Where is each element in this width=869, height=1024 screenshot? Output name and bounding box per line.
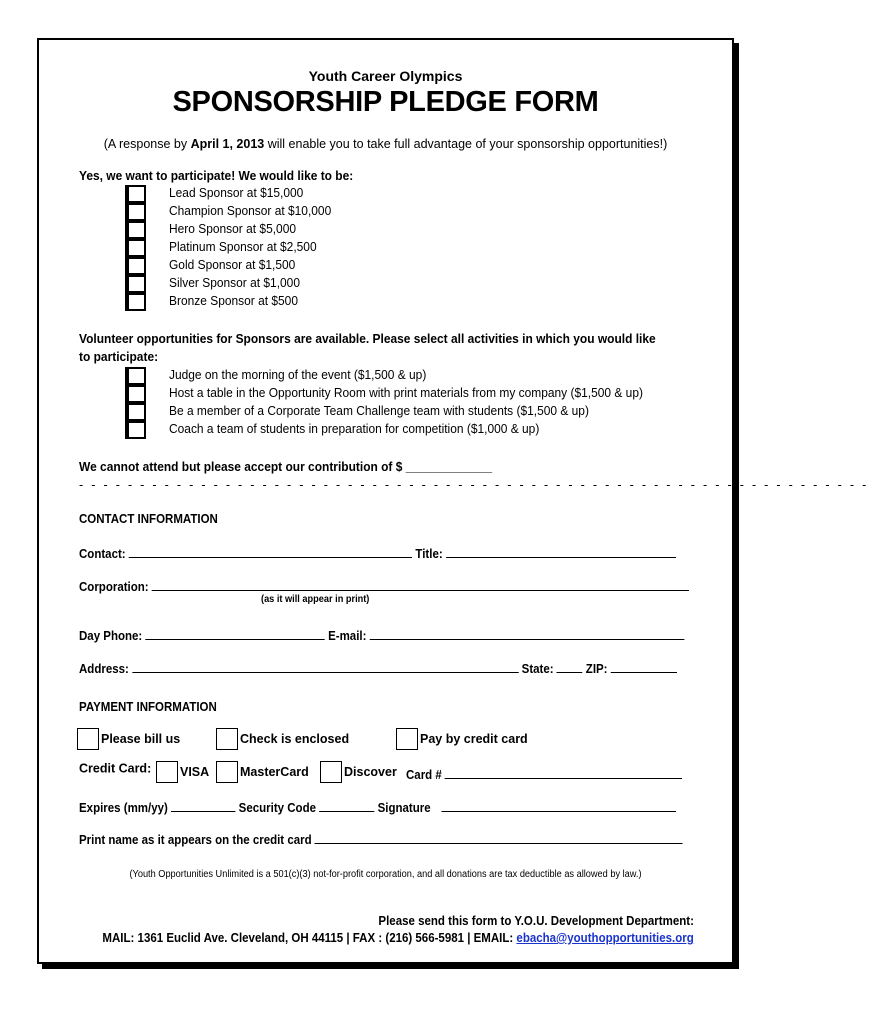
sponsor-option-label: Platinum Sponsor at $2,500	[169, 239, 317, 254]
subtitle-date: April 1, 2013	[190, 137, 265, 151]
form-page	[37, 38, 869, 964]
corporation-note: (as it will appear in print)	[261, 594, 370, 605]
corporation-field[interactable]	[152, 578, 689, 591]
card-type-label: Discover	[344, 765, 397, 779]
payment-method-bill[interactable]	[77, 728, 180, 750]
sponsor-option-label: Hero Sponsor at $5,000	[169, 221, 297, 236]
sponsor-option-label: Silver Sponsor at $1,000	[169, 275, 300, 290]
volunteer-heading-line2: to participate:	[79, 349, 159, 364]
state-label: State:	[521, 662, 554, 676]
expires-label: Expires (mm/yy)	[79, 801, 168, 815]
tax-disclaimer: (Youth Opportunities Unlimited is a 501(c)(3) not-for-profit corporation, and all donations are tax deductible as allowed by law.)	[129, 869, 642, 880]
checkbox[interactable]	[216, 728, 238, 750]
payment-method-credit[interactable]	[396, 728, 528, 750]
checkbox[interactable]	[77, 728, 99, 750]
expires-field[interactable]	[171, 799, 235, 812]
organization-name: Youth Career Olympics	[308, 68, 463, 84]
email-field[interactable]	[370, 627, 685, 640]
card-type-mastercard[interactable]	[216, 761, 309, 783]
zip-field[interactable]	[611, 660, 677, 673]
print-name-row	[79, 831, 683, 847]
mail-fax-email-line	[103, 931, 694, 945]
checkbox[interactable]	[396, 728, 418, 750]
corporation-label: Corporation:	[79, 580, 149, 594]
mail-fax-text: MAIL: 1361 Euclid Ave. Cleveland, OH 44115 | FAX : (216) 566-5981 | EMAIL:	[102, 931, 517, 945]
title-label: Title:	[415, 547, 443, 561]
payment-method-label: Please bill us	[101, 732, 181, 746]
security-code-field[interactable]	[319, 799, 374, 812]
title-field[interactable]	[446, 545, 676, 558]
checkbox[interactable]	[156, 761, 178, 783]
volunteer-option-label: Coach a team of students in preparation for competition ($1,000 & up)	[169, 421, 540, 436]
contact-field[interactable]	[129, 545, 412, 558]
payment-method-label: Pay by credit card	[420, 732, 528, 746]
checkbox[interactable]	[127, 275, 146, 293]
card-number-label: Card #	[406, 768, 442, 782]
checkbox[interactable]	[127, 421, 146, 439]
payment-heading: PAYMENT INFORMATION	[79, 700, 217, 714]
contribution-line	[79, 459, 492, 474]
payment-method-label: Check is enclosed	[240, 732, 350, 746]
address-row	[79, 660, 677, 676]
checkbox[interactable]	[127, 385, 146, 403]
zip-label: ZIP:	[585, 662, 608, 676]
day-phone-label: Day Phone:	[79, 629, 143, 643]
volunteer-heading-line1: Volunteer opportunities for Sponsors are available. Please select all activities in which you would like	[79, 331, 656, 346]
volunteer-option-label: Be a member of a Corporate Team Challenge team with students ($1,500 & up)	[169, 403, 589, 418]
signature-field[interactable]	[441, 799, 676, 812]
day-phone-field[interactable]	[145, 627, 324, 640]
checkbox[interactable]	[127, 203, 146, 221]
contact-label: Contact:	[79, 547, 126, 561]
contribution-amount-field[interactable]: _____________	[405, 459, 493, 474]
credit-card-label-text: Credit Card:	[79, 761, 152, 776]
phone-email-row	[79, 627, 684, 643]
checkbox[interactable]	[127, 403, 146, 421]
contact-heading: CONTACT INFORMATION	[79, 512, 218, 526]
checkbox[interactable]	[127, 185, 146, 203]
card-number-row	[406, 766, 682, 782]
contribution-label: We cannot attend but please accept our contribution of $	[79, 459, 403, 474]
signature-label: Signature	[377, 801, 431, 815]
checkbox[interactable]	[127, 293, 146, 311]
volunteer-option-label: Judge on the morning of the event ($1,500 & up)	[169, 367, 427, 382]
checkbox[interactable]	[127, 239, 146, 257]
contact-row	[79, 545, 676, 561]
payment-method-check[interactable]	[216, 728, 349, 750]
send-instructions: Please send this form to Y.O.U. Development Department:	[378, 914, 694, 928]
form-title: SPONSORSHIP PLEDGE FORM	[172, 86, 599, 118]
subtitle-prefix: (A response by	[103, 137, 191, 151]
sponsor-option-label: Lead Sponsor at $15,000	[169, 185, 304, 200]
checkbox[interactable]	[127, 257, 146, 275]
state-field[interactable]	[557, 660, 583, 673]
checkbox[interactable]	[127, 367, 146, 385]
cut-line: - - - - - - - - - - - - - - - - - - - - - - - - - - - - - - - - - - - - - - - - - - - - - - - - - - - - - - - - - - - - - - - - -	[79, 478, 869, 492]
card-type-label: VISA	[180, 765, 210, 779]
volunteer-option-label: Host a table in the Opportunity Room with print materials from my company ($1,500 & up)	[169, 385, 643, 400]
checkbox[interactable]	[216, 761, 238, 783]
card-type-visa[interactable]	[156, 761, 209, 783]
subtitle-suffix: will enable you to take full advantage of your sponsorship opportunities!)	[264, 137, 668, 151]
address-field[interactable]	[132, 660, 518, 673]
card-type-discover[interactable]	[320, 761, 397, 783]
security-code-label: Security Code	[238, 801, 317, 815]
sponsorship-heading: Yes, we want to participate! We would like to be:	[79, 168, 354, 183]
credit-card-label	[79, 761, 151, 776]
checkbox[interactable]	[320, 761, 342, 783]
address-label: Address:	[79, 662, 129, 676]
expires-row	[79, 799, 676, 815]
corporation-row	[79, 578, 689, 594]
email-label: E-mail:	[328, 629, 367, 643]
card-type-label: MasterCard	[240, 765, 309, 779]
card-number-field[interactable]	[445, 766, 682, 779]
sponsor-option-label: Champion Sponsor at $10,000	[169, 203, 332, 218]
sponsor-option-label: Gold Sponsor at $1,500	[169, 257, 296, 272]
print-name-label: Print name as it appears on the credit card	[79, 833, 312, 847]
sponsor-option-label: Bronze Sponsor at $500	[169, 293, 299, 308]
checkbox[interactable]	[127, 221, 146, 239]
form-subtitle	[39, 137, 732, 151]
email-link[interactable]: ebacha@youthopportunities.org	[516, 931, 694, 945]
print-name-field[interactable]	[315, 831, 683, 844]
